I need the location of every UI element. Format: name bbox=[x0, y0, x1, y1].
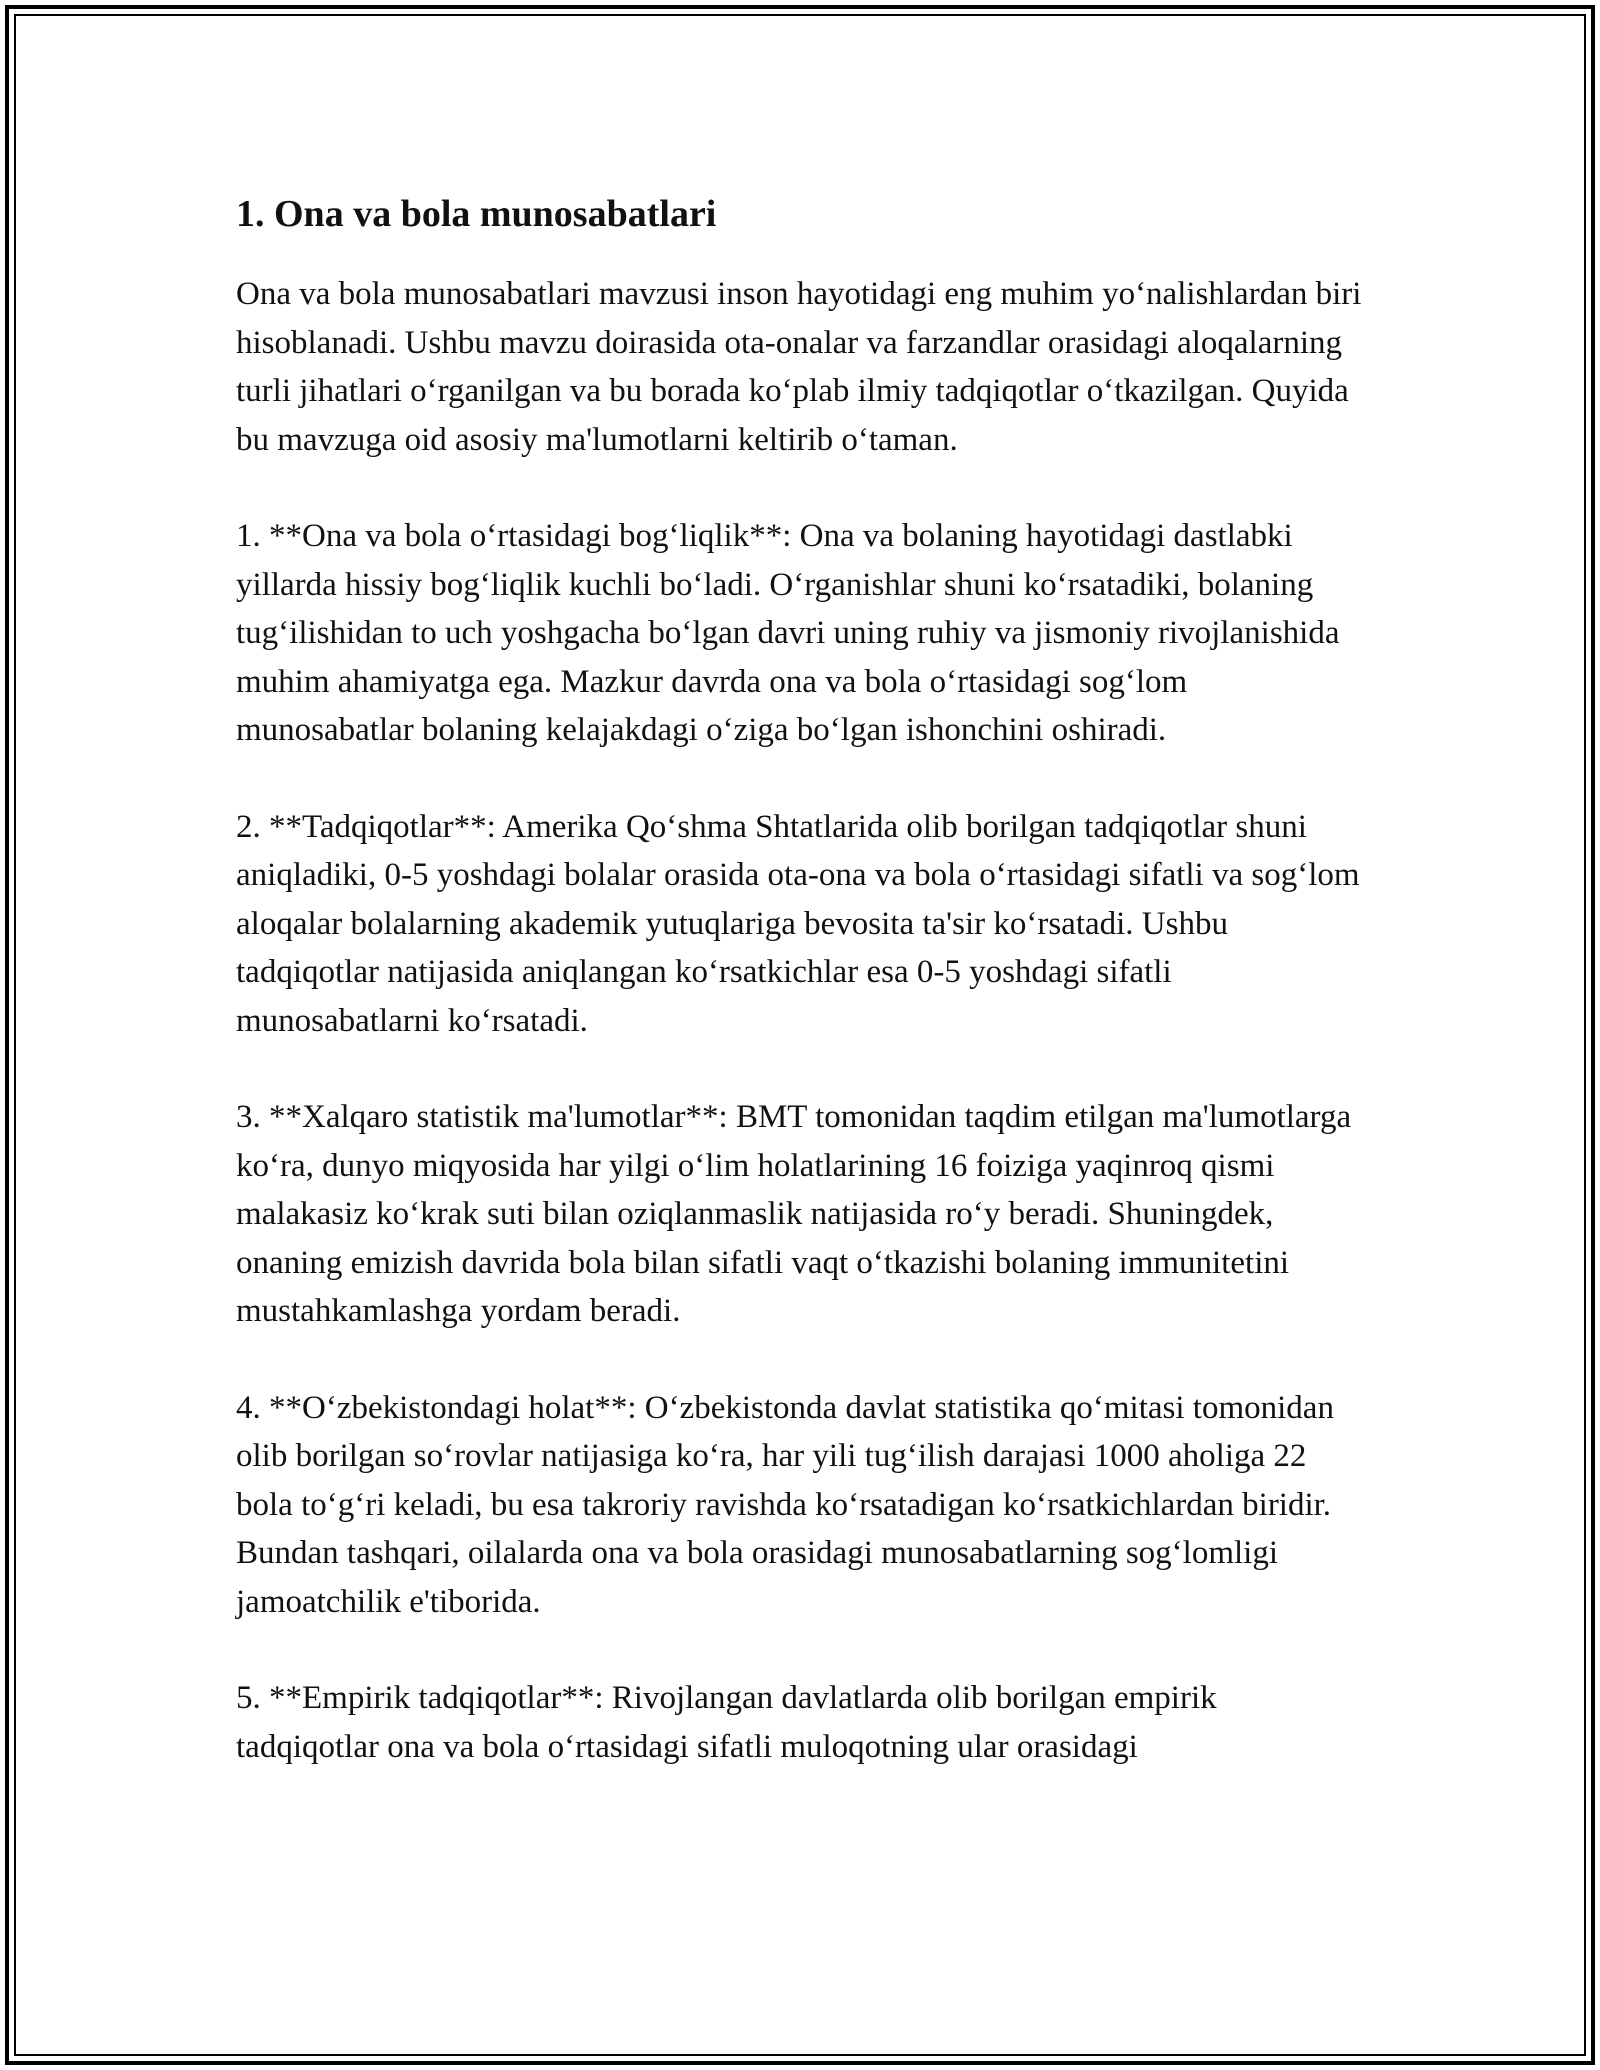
paragraph-empirical-research: 5. **Empirik tadqiqotlar**: Rivojlangan davlatlarda olib borilgan empirik tadqiqotlar ona va bola o‘rtasidagi sifatli muloqotning ular orasidagi bbox=[236, 1680, 1217, 1765]
paragraph-research: 2. **Tadqiqotlar**: Amerika Qo‘shma Shtatlarida olib borilgan tadqiqotlar shuni aniqladiki, 0-5 yoshdagi bolalar orasida ota-ona va bola o‘rtasidagi sifatli va sog‘lom aloqalar bolalarning akademik yutuqlariga bevosita ta'sir ko‘rsatadi. Ushbu tadqiqotlar natijasida aniqlangan ko‘rsatkichlar esa 0-5 yoshdagi sifatli munosabatlarni ko‘rsatadi. bbox=[236, 808, 1360, 1039]
paragraph-mother-child-bond: 1. **Ona va bola o‘rtasidagi bog‘liqlik**: Ona va bolaning hayotidagi dastlabki yillarda hissiy bog‘liqlik kuchli bo‘ladi. O‘rganishlar shuni ko‘rsatadiki, bolaning tug‘ilishidan to uch yoshgacha bo‘lgan davri uning ruhiy va jismoniy rivojlanishida muhim ahamiyatga ega. Mazkur davrda ona va bola o‘rtasidagi sog‘lom munosabatlar bolaning kelajakdagi o‘ziga bo‘lgan ishonchini oshiradi. bbox=[236, 518, 1340, 748]
paragraph-international-statistics: 3. **Xalqaro statistik ma'lumotlar**: BMT tomonidan taqdim etilgan ma'lumotlarga ko‘ra, dunyo miqyosida har yilgi o‘lim holatlarining 16 foiziga yaqinroq qismi malakasiz ko‘krak suti bilan oziqlanmaslik natijasida ro‘y beradi. Shuningdek, onaning emizish davrida bola bilan sifatli vaqt o‘tkazishi bolaning immunitetini mustahkamlashga yordam beradi. bbox=[236, 1099, 1352, 1329]
intro-paragraph: Ona va bola munosabatlari mavzusi inson hayotidagi eng muhim yo‘nalishlardan biri hisoblanadi. Ushbu mavzu doirasida ota-onalar va farzandlar orasidagi aloqalarning turli jihatlari o‘rganilgan va bu borada ko‘plab ilmiy tadqiqotlar o‘tkazilgan. Quyida bu mavzuga oid asosiy ma'lumotlarni keltirib o‘taman. bbox=[236, 276, 1362, 458]
section-heading: 1. Ona va bola munosabatlari bbox=[236, 193, 717, 235]
document-body bbox=[236, 186, 1366, 1819]
paragraph-uzbekistan-situation: 4. **O‘zbekistondagi holat**: O‘zbekistonda davlat statistika qo‘mitasi tomonidan olib borilgan so‘rovlar natijasiga ko‘ra, har yili tug‘ilish darajasi 1000 aholiga 22 bola to‘g‘ri keladi, bu esa takroriy ravishda ko‘rsatadigan ko‘rsatkichlardan biridir. Bundan tashqari, oilalarda ona va bola orasidagi munosabatlarning sog‘lomligi jamoatchilik e'tiborida. bbox=[236, 1389, 1334, 1620]
